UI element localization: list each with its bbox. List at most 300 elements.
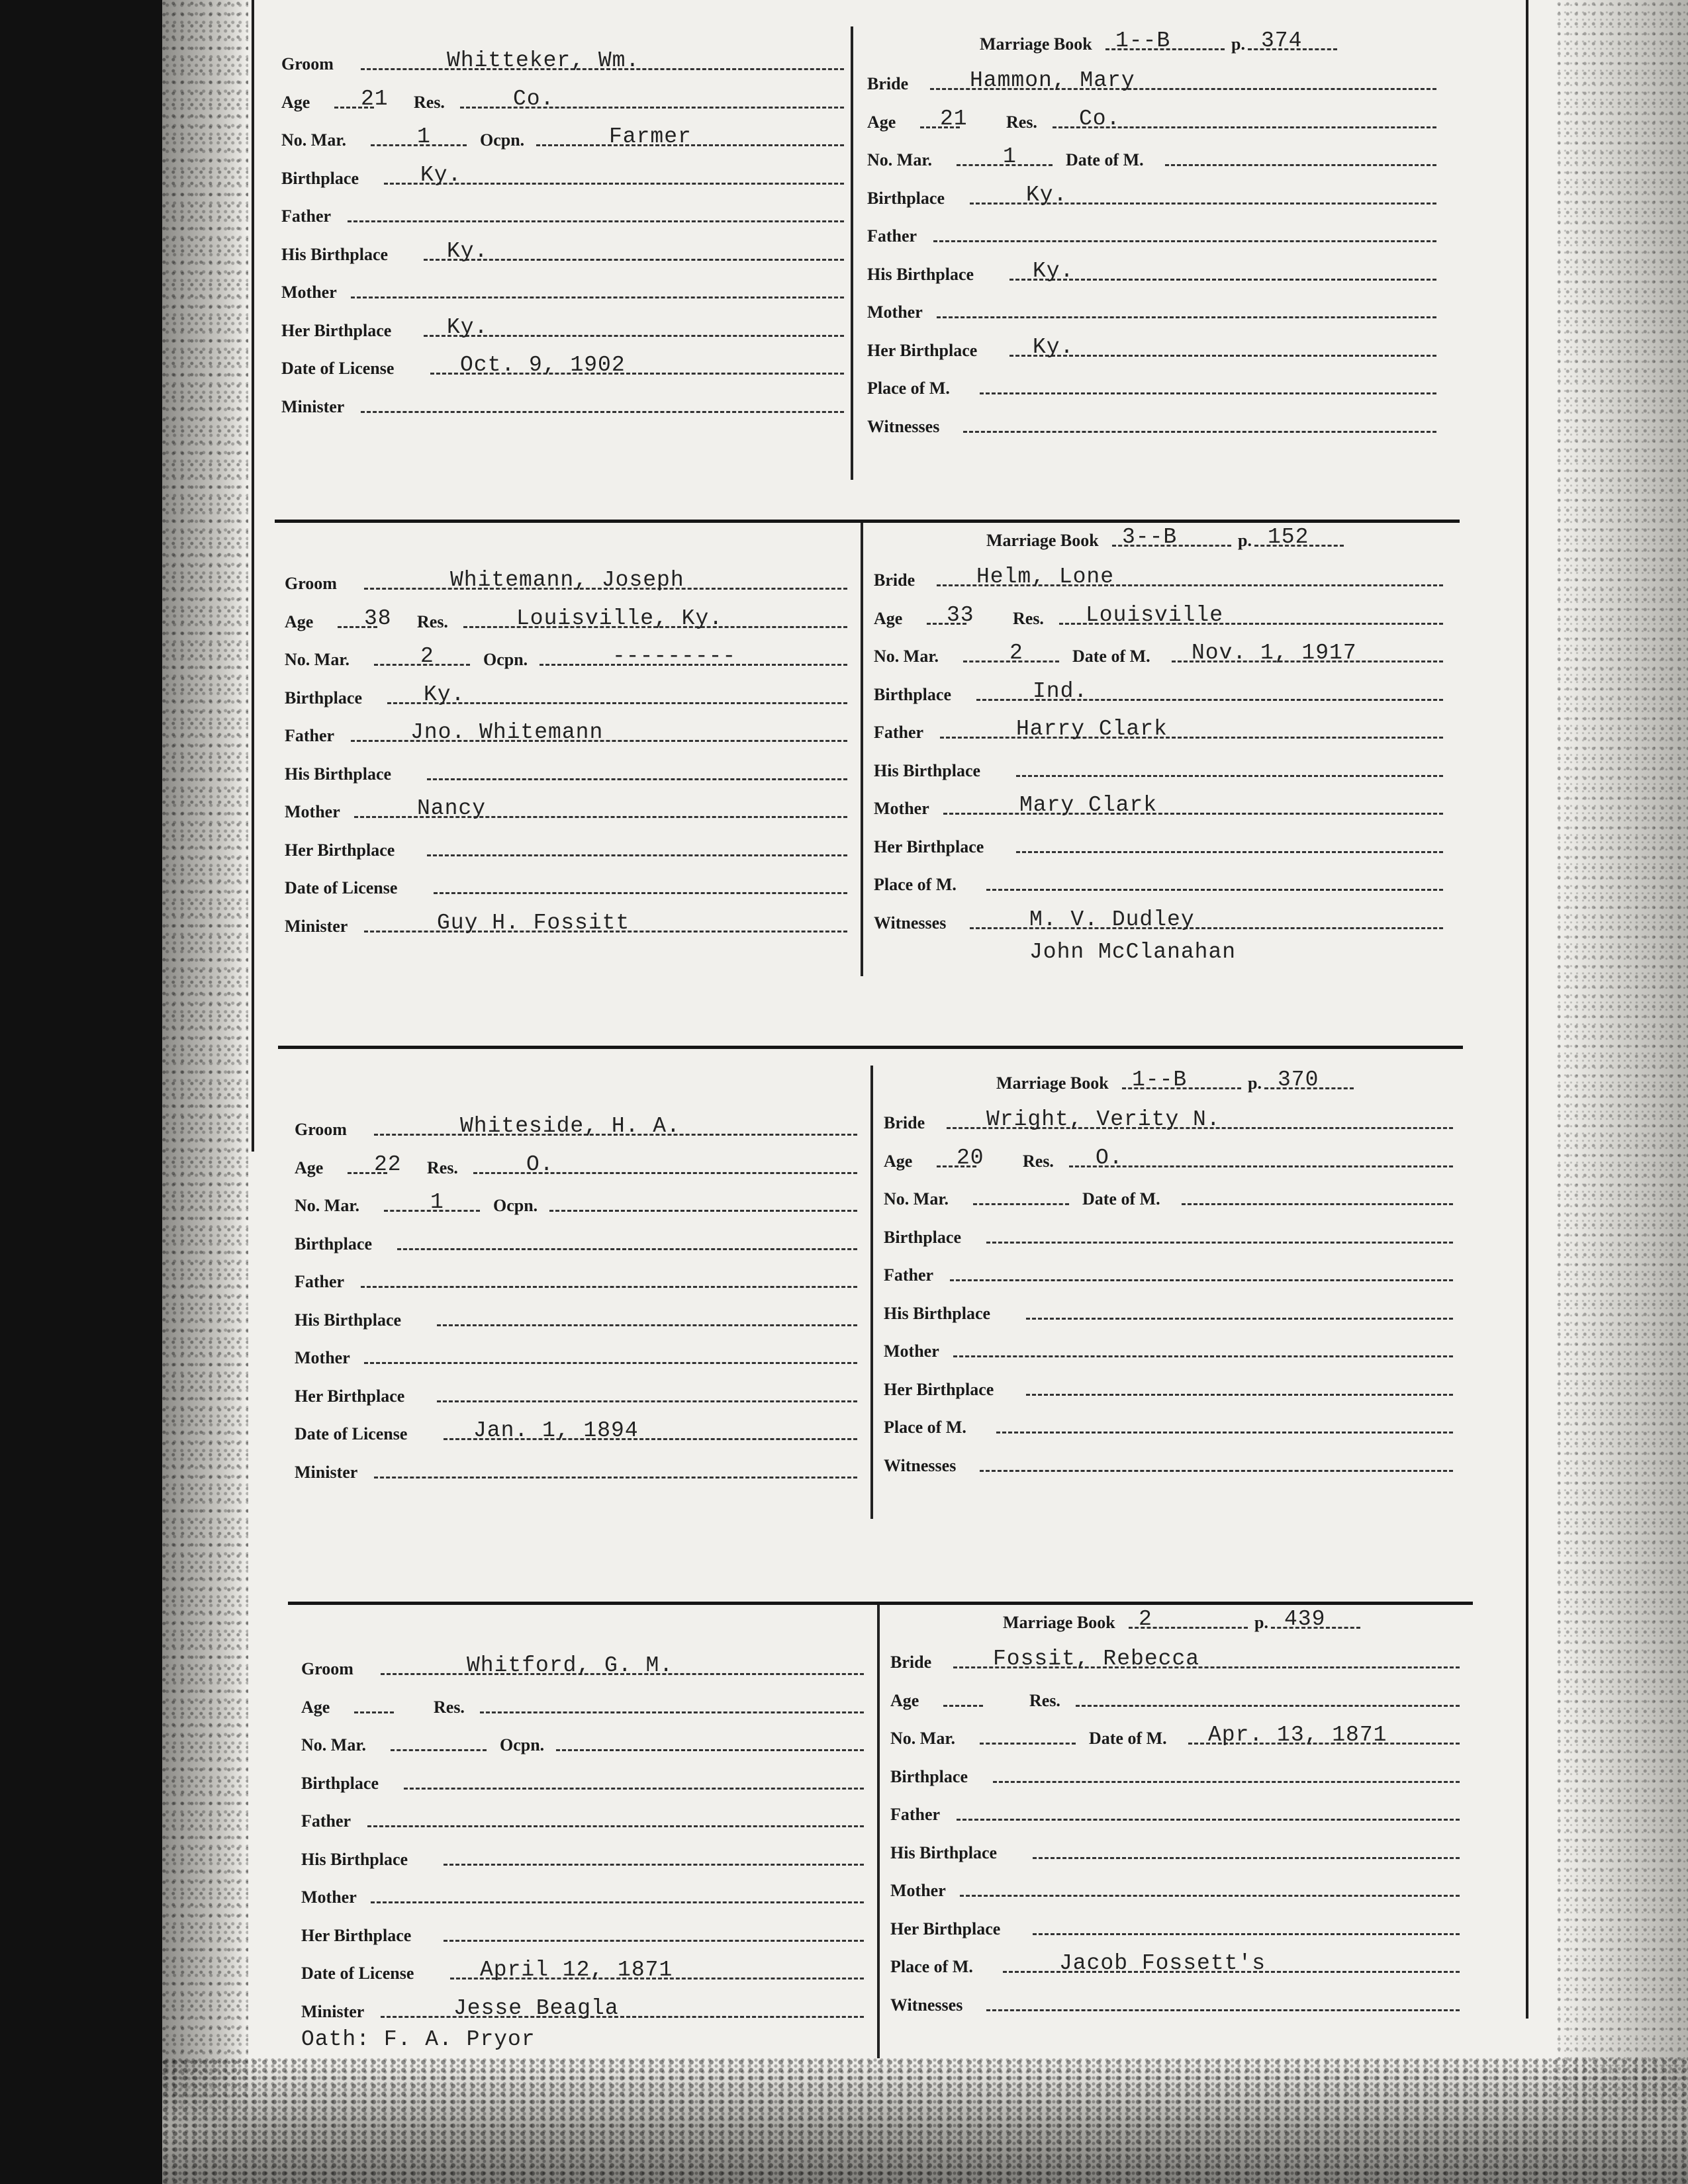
groom-her-birthplace-label: Her Birthplace	[285, 840, 395, 860]
groom-birthplace-value: Ky.	[424, 682, 465, 707]
bride-no-mar-value: 2	[1009, 641, 1023, 665]
groom-his-birthplace-label: His Birthplace	[281, 244, 389, 264]
groom-oath-value: Oath: F. A. Pryor	[301, 2027, 536, 2052]
record-column-divider	[870, 1066, 873, 1519]
bride-age-value: 21	[940, 106, 968, 131]
bride-father-value: Harry Clark	[1016, 717, 1168, 741]
bride-row-his-birthplace	[867, 257, 1436, 290]
groom-row-age	[281, 85, 844, 118]
groom-minister-label: Minister	[281, 396, 345, 416]
groom-birthplace-label: Birthplace	[285, 688, 362, 707]
groom-row-age	[301, 1690, 864, 1723]
bride-witnesses-label: Witnesses	[874, 913, 947, 933]
field-underline	[957, 1819, 1460, 1821]
bride-birthplace-value: Ky.	[1026, 182, 1068, 207]
groom-date-of-license-value: Oct. 9, 1902	[460, 353, 626, 377]
bride-row-no-mar	[890, 1721, 1460, 1754]
marriage-book-page-number: 374	[1261, 28, 1303, 53]
bride-row-place-of-m	[867, 371, 1436, 404]
groom-no-mar-label: No. Mar.	[281, 130, 346, 150]
field-underline	[943, 813, 1443, 815]
bride-witness-2-value: John McClanahan	[1029, 940, 1237, 964]
bride-row-her-birthplace	[890, 1911, 1460, 1944]
bride-mother-label: Mother	[884, 1342, 939, 1361]
bride-her-birthplace-value: Ky.	[1033, 334, 1074, 359]
bride-row-witnesses	[890, 1987, 1460, 2021]
groom-age-label: Age	[301, 1697, 330, 1717]
groom-his-birthplace-label: His Birthplace	[295, 1310, 402, 1330]
field-underline	[556, 1749, 864, 1751]
bride-bride-label: Bride	[884, 1113, 925, 1132]
bride-row-witnesses	[874, 905, 1443, 938]
field-underline	[1026, 1394, 1453, 1396]
bride-row-mother	[884, 1334, 1453, 1367]
groom-name-value: Whitford, G. M.	[467, 1653, 674, 1678]
bride-row-age	[867, 105, 1436, 138]
marriage-book-label: Marriage Book	[980, 34, 1092, 54]
groom-mother-label: Mother	[295, 1348, 350, 1367]
bride-place-of-m-label: Place of M.	[867, 379, 950, 398]
groom-date-of-license-label: Date of License	[285, 878, 398, 897]
bride-row-his-birthplace	[884, 1296, 1453, 1329]
marriage-book-label: Marriage Book	[986, 531, 1099, 550]
bride-birthplace-value: Ind.	[1033, 678, 1088, 704]
groom-mother-label: Mother	[285, 802, 340, 821]
bride-place-of-m-value: Jacob Fossett's	[1059, 1951, 1266, 1976]
bride-age-label: Age	[867, 112, 896, 132]
field-underline	[348, 220, 844, 222]
bride-row-his-birthplace	[890, 1835, 1460, 1868]
page-right-border	[1526, 0, 1528, 2019]
marriage-book-page-number: 439	[1284, 1607, 1326, 1631]
bride-row-no-mar	[874, 639, 1443, 672]
bride-row-place-of-m	[890, 1949, 1460, 1982]
groom-groom-label: Groom	[281, 54, 334, 73]
groom-ocpn-label: Ocpn.	[483, 650, 528, 669]
bride-date-of-m-value: Apr. 13, 1871	[1208, 1723, 1387, 1747]
bride-row-bride	[874, 563, 1443, 596]
bride-name-value: Hammon, Mary	[970, 68, 1135, 93]
bride-mother-label: Mother	[890, 1881, 946, 1900]
bride-witnesses-label: Witnesses	[890, 1995, 963, 2015]
field-underline	[367, 1825, 864, 1827]
groom-ocpn-label: Ocpn.	[500, 1735, 545, 1754]
groom-birthplace-value: Ky.	[420, 162, 462, 187]
bride-witnesses-label: Witnesses	[867, 416, 940, 436]
groom-birthplace-label: Birthplace	[301, 1773, 379, 1793]
bride-father-label: Father	[867, 226, 917, 246]
groom-row-her-birthplace	[295, 1379, 857, 1412]
bride-age-value: 20	[957, 1145, 984, 1170]
bride-age-label: Age	[890, 1690, 919, 1710]
bride-row-his-birthplace	[874, 753, 1443, 786]
bride-date-of-m-label: Date of M.	[1066, 150, 1144, 169]
groom-his-birthplace-value: Ky.	[447, 238, 489, 263]
field-underline	[1016, 775, 1443, 777]
bride-witness-2-row	[874, 938, 1337, 971]
marriage-book-page-label: p.	[1254, 1613, 1268, 1632]
field-underline	[980, 1470, 1453, 1472]
groom-groom-label: Groom	[301, 1659, 353, 1678]
bride-res-label: Res.	[1013, 608, 1044, 628]
bride-mother-label: Mother	[874, 799, 929, 818]
groom-no-mar-label: No. Mar.	[285, 650, 350, 669]
groom-row-mother	[281, 275, 844, 308]
bride-place-of-m-label: Place of M.	[890, 1957, 973, 1976]
marriage-book-page-number: 152	[1268, 525, 1309, 549]
groom-her-birthplace-label: Her Birthplace	[301, 1925, 412, 1945]
bride-her-birthplace-label: Her Birthplace	[884, 1379, 994, 1399]
groom-groom-label: Groom	[285, 574, 337, 593]
field-underline	[940, 737, 1443, 739]
record-separator-line	[278, 1046, 1463, 1049]
bride-row-father	[890, 1797, 1460, 1830]
groom-row-no-mar	[301, 1727, 864, 1760]
groom-row-his-birthplace	[295, 1302, 857, 1336]
groom-row-age	[295, 1150, 857, 1183]
field-underline	[1182, 1203, 1453, 1205]
field-underline	[549, 1210, 857, 1212]
marriage-book-ref	[986, 523, 1357, 556]
groom-her-birthplace-label: Her Birthplace	[281, 320, 392, 340]
groom-row-father	[301, 1803, 864, 1837]
groom-minister-value: Jesse Beagla	[453, 1995, 619, 2021]
groom-no-mar-label: No. Mar.	[301, 1735, 366, 1754]
marriage-book-number: 3--B	[1122, 525, 1178, 549]
bride-row-father	[874, 715, 1443, 748]
marriage-book-ref	[980, 26, 1350, 60]
groom-res-value: Louisville, Ky.	[516, 606, 724, 631]
field-underline	[480, 1711, 864, 1713]
groom-father-label: Father	[281, 206, 332, 226]
groom-date-of-license-label: Date of License	[301, 1964, 414, 1983]
bride-father-label: Father	[884, 1265, 934, 1285]
marriage-book-label: Marriage Book	[996, 1073, 1109, 1093]
marriage-book-number: 1--B	[1115, 28, 1171, 53]
bride-birthplace-label: Birthplace	[867, 188, 945, 208]
groom-minister-label: Minister	[295, 1462, 358, 1482]
groom-no-mar-value: 1	[417, 124, 431, 149]
field-underline	[354, 1711, 394, 1713]
marriage-book-page-label: p.	[1248, 1073, 1262, 1093]
groom-minister-label: Minister	[301, 2001, 365, 2021]
bride-place-of-m-label: Place of M.	[874, 875, 957, 894]
field-underline	[1033, 1857, 1460, 1859]
field-underline	[933, 240, 1436, 242]
bride-res-label: Res.	[1029, 1690, 1060, 1710]
field-underline	[986, 1242, 1453, 1244]
field-underline	[374, 1477, 857, 1479]
groom-row-her-birthplace	[285, 833, 847, 866]
groom-minister-label: Minister	[285, 916, 348, 936]
marriage-book-ref	[996, 1066, 1367, 1099]
groom-his-birthplace-label: His Birthplace	[301, 1849, 408, 1869]
marriage-book-ref	[1003, 1605, 1374, 1638]
field-underline	[1016, 851, 1443, 853]
field-underline	[427, 778, 847, 780]
groom-no-mar-value: 2	[420, 644, 434, 668]
bride-res-label: Res.	[1006, 112, 1037, 132]
groom-row-minister	[301, 1994, 864, 2027]
bride-his-birthplace-label: His Birthplace	[890, 1843, 998, 1862]
groom-row-mother	[295, 1340, 857, 1373]
bride-res-value: Co.	[1079, 106, 1121, 131]
groom-father-label: Father	[301, 1811, 352, 1831]
field-underline	[937, 316, 1436, 318]
groom-row-her-birthplace	[301, 1918, 864, 1951]
bride-row-her-birthplace	[874, 829, 1443, 862]
groom-row-father	[295, 1264, 857, 1297]
groom-row-minister	[295, 1455, 857, 1488]
bride-her-birthplace-label: Her Birthplace	[890, 1919, 1001, 1938]
groom-row-groom	[295, 1112, 857, 1145]
marriage-book-page-label: p.	[1238, 531, 1252, 550]
bride-date-of-m-label: Date of M.	[1089, 1729, 1167, 1748]
field-underline	[953, 1355, 1453, 1357]
record-column-divider	[877, 1605, 880, 2058]
bride-row-witnesses	[867, 409, 1436, 442]
marriage-book-number: 2	[1139, 1607, 1152, 1631]
field-underline	[391, 1749, 487, 1751]
bride-witnesses-value: M. V. Dudley	[1029, 907, 1195, 932]
field-underline	[963, 431, 1436, 433]
groom-age-value: 38	[364, 606, 392, 631]
bride-row-age	[874, 601, 1443, 634]
groom-row-mother	[301, 1880, 864, 1913]
field-underline	[973, 1203, 1069, 1205]
bride-row-bride	[890, 1645, 1460, 1678]
field-underline	[371, 1901, 864, 1903]
bride-his-birthplace-value: Ky.	[1033, 258, 1074, 283]
groom-date-of-license-label: Date of License	[281, 359, 395, 378]
bride-res-value: Louisville	[1086, 602, 1224, 627]
groom-his-birthplace-label: His Birthplace	[285, 764, 392, 784]
bride-row-witnesses	[884, 1448, 1453, 1481]
bride-row-birthplace	[884, 1220, 1453, 1253]
bride-mother-value: Mary Clark	[1019, 793, 1158, 817]
groom-minister-value: Guy H. Fossitt	[437, 910, 630, 935]
field-underline	[980, 392, 1436, 394]
groom-row-birthplace	[301, 1766, 864, 1799]
bride-row-her-birthplace	[884, 1372, 1453, 1405]
page-left-border	[252, 0, 254, 1152]
bride-her-birthplace-label: Her Birthplace	[874, 837, 984, 856]
bride-row-birthplace	[890, 1759, 1460, 1792]
field-underline	[404, 1788, 864, 1790]
marriage-book-page-label: p.	[1231, 34, 1245, 54]
groom-row-birthplace	[295, 1226, 857, 1259]
bride-row-mother	[874, 791, 1443, 824]
groom-her-birthplace-label: Her Birthplace	[295, 1386, 405, 1406]
bride-name-value: Wright, Verity N.	[986, 1107, 1221, 1132]
bride-birthplace-label: Birthplace	[874, 684, 951, 704]
bride-father-label: Father	[890, 1805, 941, 1824]
groom-row-minister	[285, 909, 847, 942]
bride-row-no-mar	[867, 142, 1436, 175]
bride-mother-label: Mother	[867, 302, 923, 322]
bride-row-father	[867, 218, 1436, 251]
field-underline	[361, 1286, 857, 1288]
groom-row-his-birthplace	[301, 1842, 864, 1875]
field-underline	[996, 1432, 1453, 1433]
bride-bride-label: Bride	[890, 1653, 932, 1672]
bride-no-mar-label: No. Mar.	[874, 647, 939, 666]
bride-row-father	[884, 1257, 1453, 1291]
field-underline	[397, 1248, 857, 1250]
bride-row-place-of-m	[874, 867, 1443, 900]
field-underline	[427, 854, 847, 856]
bride-res-value: O.	[1096, 1145, 1123, 1170]
groom-age-label: Age	[285, 612, 314, 631]
bride-row-birthplace	[867, 181, 1436, 214]
groom-row-minister	[281, 389, 844, 422]
marriage-book-label: Marriage Book	[1003, 1613, 1115, 1632]
groom-ocpn-value: Farmer	[609, 124, 692, 149]
groom-ocpn-value: ---------	[612, 644, 737, 668]
field-underline	[444, 1864, 864, 1866]
groom-row-groom	[301, 1651, 864, 1684]
groom-date-of-license-value: April 12, 1871	[480, 1958, 673, 1982]
groom-row-his-birthplace	[285, 756, 847, 790]
field-underline	[437, 1324, 857, 1326]
marriage-book-number: 1--B	[1132, 1068, 1188, 1092]
bride-age-label: Age	[874, 608, 903, 628]
bride-birthplace-label: Birthplace	[890, 1766, 968, 1786]
field-underline	[980, 1743, 1076, 1745]
bride-no-mar-label: No. Mar.	[884, 1189, 949, 1208]
bride-row-bride	[884, 1105, 1453, 1138]
groom-row-groom	[285, 566, 847, 599]
groom-age-value: 22	[374, 1152, 402, 1177]
bride-age-label: Age	[884, 1151, 913, 1171]
bride-his-birthplace-label: His Birthplace	[884, 1303, 991, 1323]
groom-age-label: Age	[281, 92, 310, 112]
groom-row-birthplace	[285, 680, 847, 713]
bride-bride-label: Bride	[867, 74, 909, 93]
field-underline	[1033, 1933, 1460, 1935]
bride-row-bride	[867, 66, 1436, 99]
bride-row-mother	[890, 1873, 1460, 1906]
groom-mother-label: Mother	[281, 283, 337, 302]
bride-date-of-m-label: Date of M.	[1072, 647, 1150, 666]
groom-row-his-birthplace	[281, 237, 844, 270]
groom-res-label: Res.	[414, 92, 445, 112]
groom-row-no-mar	[295, 1188, 857, 1221]
groom-row-date-of-license	[281, 351, 844, 384]
field-underline	[960, 1895, 1460, 1897]
groom-mother-value: Nancy	[417, 796, 487, 821]
bride-his-birthplace-label: His Birthplace	[874, 760, 981, 780]
groom-row-date-of-license	[301, 1956, 864, 1989]
groom-row-father	[285, 718, 847, 751]
bride-witnesses-label: Witnesses	[884, 1455, 957, 1475]
scan-noise-right	[1556, 0, 1688, 2184]
groom-father-label: Father	[295, 1272, 345, 1291]
groom-row-no-mar	[281, 122, 844, 156]
bride-row-place-of-m	[884, 1410, 1453, 1443]
field-underline	[1069, 1165, 1453, 1167]
bride-res-label: Res.	[1023, 1151, 1054, 1171]
groom-ocpn-label: Ocpn.	[493, 1196, 538, 1215]
field-underline	[444, 1940, 864, 1942]
groom-row-date-of-license	[295, 1416, 857, 1449]
field-underline	[437, 1400, 857, 1402]
groom-res-label: Res.	[417, 612, 448, 631]
field-underline	[351, 296, 844, 298]
bride-father-label: Father	[874, 723, 924, 742]
bride-row-birthplace	[874, 677, 1443, 710]
groom-father-label: Father	[285, 726, 335, 745]
groom-res-label: Res.	[427, 1158, 458, 1177]
groom-res-value: Co.	[513, 86, 555, 111]
groom-date-of-license-value: Jan. 1, 1894	[473, 1418, 639, 1443]
groom-row-date-of-license	[285, 870, 847, 903]
bride-birthplace-label: Birthplace	[884, 1227, 961, 1247]
bride-row-her-birthplace	[867, 333, 1436, 366]
bride-row-age	[884, 1144, 1453, 1177]
field-underline	[1076, 1705, 1460, 1707]
groom-row-mother	[285, 794, 847, 827]
bride-her-birthplace-label: Her Birthplace	[867, 340, 978, 360]
groom-row-father	[281, 199, 844, 232]
groom-row-age	[285, 604, 847, 637]
scan-noise-left	[162, 0, 248, 2184]
groom-name-value: Whitteker, Wm.	[447, 48, 640, 73]
field-underline	[950, 1279, 1453, 1281]
field-underline	[361, 411, 844, 413]
groom-mother-label: Mother	[301, 1888, 357, 1907]
bride-no-mar-label: No. Mar.	[890, 1729, 955, 1748]
field-underline	[364, 1362, 857, 1364]
groom-row-birthplace	[281, 161, 844, 194]
groom-age-value: 21	[361, 86, 389, 111]
groom-father-value: Jno. Whitemann	[410, 720, 604, 745]
groom-name-value: Whitemann, Joseph	[450, 568, 684, 592]
groom-oath-row	[301, 2025, 765, 2058]
record-column-divider	[861, 523, 863, 976]
bride-row-mother	[867, 295, 1436, 328]
record-column-divider	[851, 26, 853, 480]
groom-row-no-mar	[285, 642, 847, 675]
bride-no-mar-value: 1	[1003, 144, 1017, 169]
groom-name-value: Whiteside, H. A.	[460, 1114, 680, 1138]
groom-groom-label: Groom	[295, 1120, 347, 1139]
field-underline	[986, 2009, 1460, 2011]
groom-ocpn-label: Ocpn.	[480, 130, 525, 150]
field-underline	[943, 1705, 983, 1707]
groom-date-of-license-label: Date of License	[295, 1424, 408, 1443]
groom-row-her-birthplace	[281, 313, 844, 346]
scan-noise-bottom	[162, 2058, 1688, 2184]
bride-age-value: 33	[947, 602, 974, 627]
bride-bride-label: Bride	[874, 570, 915, 590]
bride-name-value: Helm, Lone	[976, 565, 1115, 589]
groom-birthplace-label: Birthplace	[295, 1234, 372, 1253]
field-underline	[993, 1781, 1460, 1783]
bride-no-mar-label: No. Mar.	[867, 150, 932, 169]
field-underline	[434, 892, 847, 894]
field-underline	[1165, 164, 1436, 166]
bride-date-of-m-value: Nov. 1, 1917	[1192, 641, 1357, 665]
groom-res-label: Res.	[434, 1697, 465, 1717]
groom-birthplace-label: Birthplace	[281, 168, 359, 188]
field-underline	[986, 889, 1443, 891]
bride-name-value: Fossit, Rebecca	[993, 1647, 1200, 1671]
groom-row-groom	[281, 46, 844, 79]
field-underline	[1026, 1318, 1453, 1320]
bride-his-birthplace-label: His Birthplace	[867, 264, 974, 284]
groom-age-label: Age	[295, 1158, 324, 1177]
